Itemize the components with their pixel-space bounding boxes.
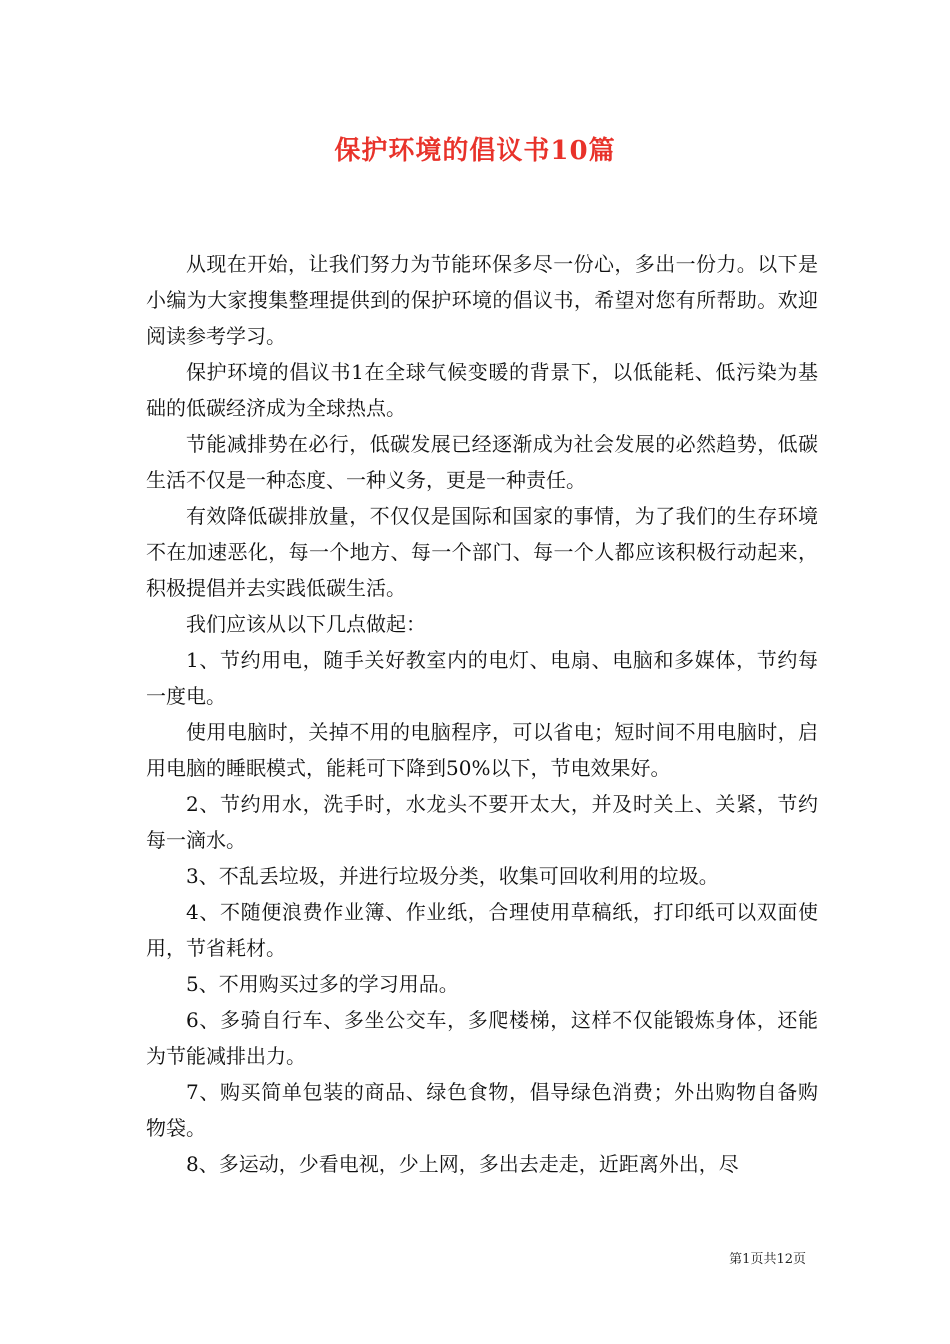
paragraph: 8、多运动，少看电视，少上网，多出去走走，近距离外出，尽: [186, 1152, 739, 1176]
paragraph: 2、节约用水，洗手时，水龙头不要开太大，并及时关上、关紧，节约每一滴水。: [146, 792, 818, 852]
paragraph: 5、不用购买过多的学习用品。: [186, 972, 459, 996]
paragraph: 4、不随便浪费作业簿、作业纸，合理使用草稿纸，打印纸可以双面使用，节省耗材。: [146, 900, 818, 960]
paragraph: 保护环境的倡议书1在全球气候变暖的背景下，以低能耗、低污染为基础的低碳经济成为全球热点。: [146, 360, 818, 420]
paragraph: 节能减排势在必行，低碳发展已经逐渐成为社会发展的必然趋势，低碳生活不仅是一种态度、一种义务，更是一种责任。: [146, 432, 818, 492]
paragraph: 1、节约用电，随手关好教室内的电灯、电扇、电脑和多媒体，节约每一度电。: [146, 648, 818, 708]
document-title: 保护环境的倡议书10篇: [334, 136, 616, 166]
paragraph: 有效降低碳排放量，不仅仅是国际和国家的事情，为了我们的生存环境不在加速恶化，每一个地方、每一个部门、每一个人都应该积极行动起来，积极提倡并去实践低碳生活。: [146, 504, 818, 600]
paragraph: 使用电脑时，关掉不用的电脑程序，可以省电；短时间不用电脑时，启用电脑的睡眠模式，能耗可下降到50%以下，节电效果好。: [146, 720, 818, 780]
paragraph: 7、购买简单包装的商品、绿色食物，倡导绿色消费；外出购物自备购物袋。: [146, 1080, 818, 1140]
paragraph: 6、多骑自行车、多坐公交车，多爬楼梯，这样不仅能锻炼身体，还能为节能减排出力。: [146, 1008, 818, 1068]
paragraph: 我们应该从以下几点做起：: [186, 612, 426, 636]
paragraph: 3、不乱丢垃圾，并进行垃圾分类，收集可回收利用的垃圾。: [186, 864, 719, 888]
document-body: [146, 246, 818, 1182]
page-number-footer: 第1页共12页: [729, 1252, 806, 1267]
paragraph: 从现在开始，让我们努力为节能环保多尽一份心，多出一份力。以下是小编为大家搜集整理提供到的保护环境的倡议书，希望对您有所帮助。欢迎阅读参考学习。: [146, 252, 818, 348]
